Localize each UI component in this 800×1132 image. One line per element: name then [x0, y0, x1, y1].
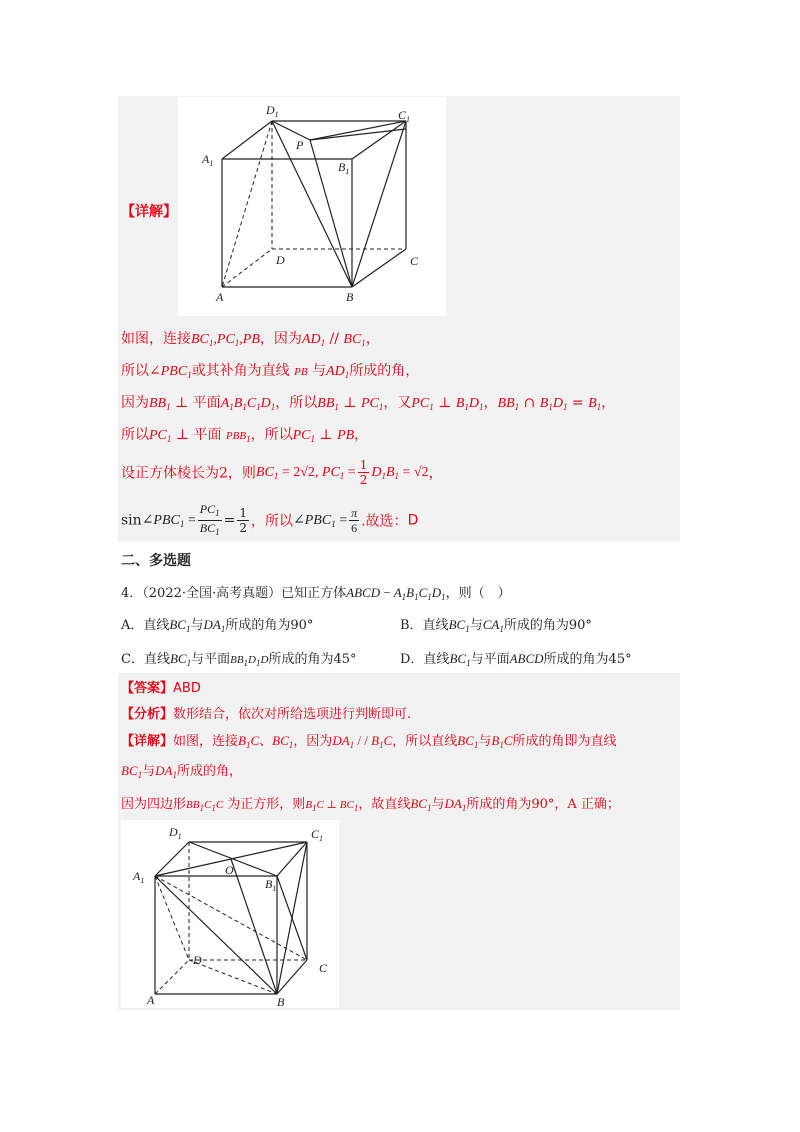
text: 所成的角， — [349, 363, 420, 379]
label-A: A — [147, 993, 155, 1007]
text: ，所以 — [275, 395, 318, 411]
text: A．直线 — [121, 618, 170, 633]
label-C: C — [319, 961, 328, 975]
text: 90° — [568, 618, 592, 633]
text: 与平面 — [470, 652, 510, 667]
text: 所成的角为 — [225, 618, 291, 633]
label-B1: $B_1$ — [265, 877, 277, 893]
cube-diagram-2 — [121, 820, 339, 1008]
label-B: B — [346, 290, 354, 304]
text: 90° — [531, 797, 555, 812]
answer-letter: D — [407, 512, 419, 529]
text: ，故直线 — [358, 797, 411, 812]
text: 所成的角为 — [503, 618, 569, 633]
sol1-line2: 所以$\angle PBC_1$或其补角为直线 PB 与$AD_1$所成的角， — [121, 363, 420, 380]
text: 所成的角为 — [543, 652, 609, 667]
text: 所成的角即为直线 — [512, 734, 617, 749]
cube-figure-1 — [178, 97, 446, 316]
text: 设正方体棱长为2，则 — [121, 465, 256, 482]
label-D1: $D_1$ — [169, 825, 182, 841]
text: 如图，连接 — [173, 734, 239, 749]
text: 所成的角为 — [268, 652, 334, 667]
cube-figure-2 — [121, 820, 339, 1008]
cube-diagram-1 — [178, 97, 446, 316]
text: 与 — [190, 618, 204, 633]
text: .故选： — [361, 513, 408, 530]
label-D: D — [276, 253, 285, 267]
sol1-line3: 因为$BB_1$ ⊥ 平面$A_1B_1C_1D_1$，所以$BB_1$ ⊥ $PC_1$，又$PC_1$ ⊥ $B_1D_1$，$BB_1$ ∩ $B_1D_1 = B_1$， — [121, 395, 616, 412]
sol1-line6: $\sin\angle PBC_1$ = $\frac{PC_1}{BC_1}$ = $\frac{1}{2}$ ，所以$\angle PBC_1$ = $\frac{\pi}{6}$ .故选：D — [121, 502, 419, 537]
text: D．直线 — [400, 652, 450, 667]
text: 所以 — [121, 363, 149, 379]
text: 与 — [312, 363, 327, 379]
detail-tag: 【详解】 — [121, 204, 177, 220]
text: ，因为 — [293, 734, 333, 749]
text: 4． — [121, 586, 143, 601]
answer-value: ABD — [173, 681, 201, 696]
text: 所成的角为 — [466, 797, 532, 812]
option-A: A．直线$BC_1$与$DA_1$所成的角为90° — [121, 617, 314, 634]
text: 与平面 — [191, 652, 231, 667]
label-C1: $C_1$ — [398, 108, 411, 124]
text: 或其补角为直线 — [191, 363, 290, 379]
detail-line2: $BC_1$与$DA_1$所成的角， — [121, 763, 242, 780]
text: 90° — [290, 618, 314, 633]
text: B．直线 — [400, 618, 449, 633]
sol1-line4: 所以$PC_1$ ⊥ 平面 $PBB_1$，所以$PC_1$ ⊥ PB， — [121, 427, 369, 444]
text: ，所以 — [251, 513, 293, 530]
text: 所成的角， — [176, 764, 242, 779]
text: ，A 正确； — [554, 797, 620, 812]
text: ，则（ ） — [445, 586, 511, 601]
text: ，所以 — [250, 427, 293, 443]
text: C．直线 — [121, 652, 170, 667]
question-4: 4．（2022·全国·高考真题）已知正方体ABCD − $A_1B_1C_1D_1$，则（ ） — [121, 585, 511, 602]
sol1-line5: 设正方体棱长为2，则$BC_1 = 2√2$, $PC_1$ = $\frac{1}{2}$ $D_1B_1 = √2$， — [121, 458, 443, 487]
text: 因为四边形 — [121, 797, 187, 812]
option-C: C．直线$BC_1$与平面$BB_1D_1D$所成的角为45° — [121, 651, 357, 668]
label-C: C — [410, 254, 419, 268]
label-A: A — [216, 290, 224, 304]
text: 因为 — [121, 395, 149, 411]
label-O: O — [225, 863, 234, 877]
sol1-line1: 如图，连接$BC_1,PC_1,PB$，因为$AD_1 // BC_1$， — [121, 331, 380, 348]
option-B: B．直线$BC_1$与$CA_1$所成的角为90° — [400, 617, 592, 634]
label-B1: $B_1$ — [338, 160, 350, 176]
label-D1: $D_1$ — [266, 103, 279, 119]
text: 与 — [142, 764, 156, 779]
analysis-line — [121, 703, 411, 722]
label-A1: $A_1$ — [202, 152, 214, 168]
text: 平面 — [193, 427, 222, 443]
answer-line — [121, 677, 201, 696]
text: ，所以直线 — [392, 734, 458, 749]
text: 所以 — [121, 427, 149, 443]
text: 与 — [431, 797, 445, 812]
text: 与 — [478, 734, 492, 749]
text: ，因为 — [259, 331, 302, 347]
detail-line3: 因为四边形$BB_1C_1C$ 为正方形，则$B_1C$ ⊥ $BC_1$，故直线$BC_1$与$DA_1$所成的角为90°，A 正确； — [121, 796, 620, 813]
text: 与 — [469, 618, 483, 633]
label-P: P — [296, 138, 304, 152]
text: 如图，连接 — [121, 331, 191, 347]
detail-tag-2: 【详解】 — [121, 734, 174, 749]
label-B: B — [277, 995, 285, 1008]
text: 45° — [333, 652, 357, 667]
text: 平面 — [192, 395, 221, 411]
label-C1: $C_1$ — [311, 827, 324, 843]
label-A1: $A_1$ — [133, 869, 145, 885]
option-D: D．直线$BC_1$与平面ABCD所成的角为45° — [400, 651, 632, 668]
analysis-tag: 【分析】 — [121, 707, 174, 722]
label-D: D — [193, 953, 202, 967]
section-heading: 二、多选题 — [121, 553, 191, 569]
answer-tag: 【答案】 — [121, 681, 174, 696]
text: （2022·全国·高考真题）已知正方体 — [142, 586, 347, 601]
text: 、 — [259, 734, 273, 749]
analysis-text: 数形结合，依次对所给选项进行判断即可. — [173, 707, 412, 722]
detail-line1: 【详解】如图，连接$B_1C$、$BC_1$，因为$DA_1$ / / $B_1C$，所以直线$BC_1$与$B_1C$所成的角即为直线 — [121, 733, 617, 750]
text: 为正方形，则 — [227, 797, 306, 812]
text: 45° — [608, 652, 632, 667]
text: ，又 — [383, 395, 412, 411]
